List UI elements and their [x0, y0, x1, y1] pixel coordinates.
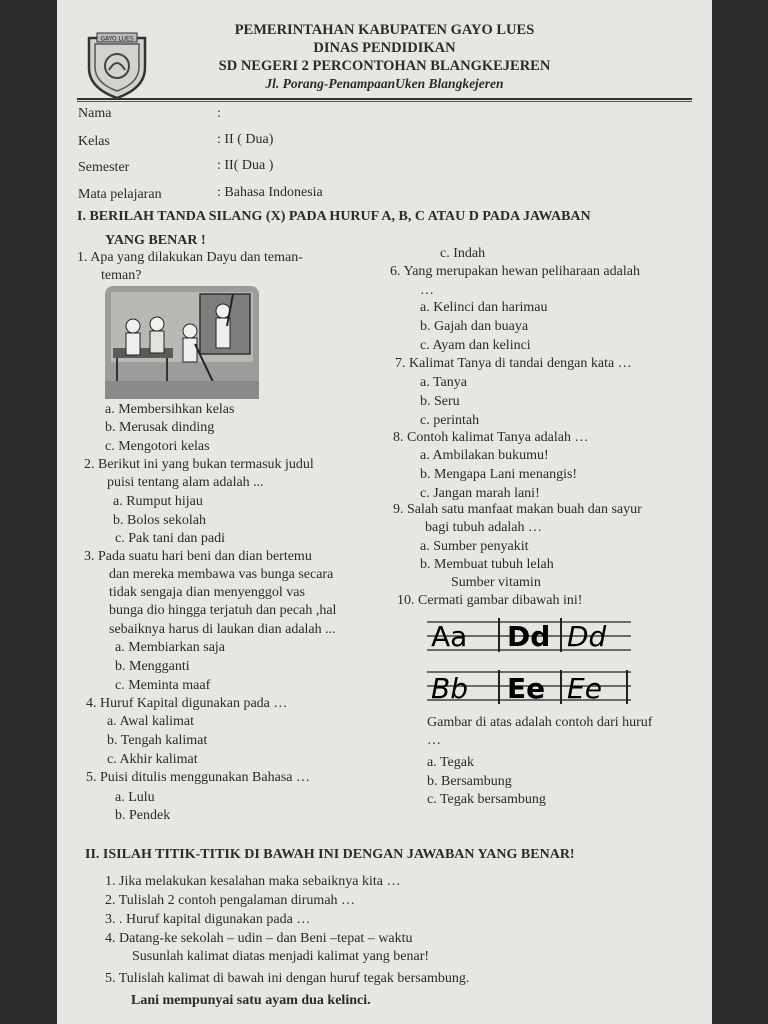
svg-text:GAYO LUES: GAYO LUES — [100, 35, 134, 43]
essay-question-1: 1. Jika melakukan kesalahan maka sebaiknya kita … — [105, 874, 401, 889]
classroom-illustration — [105, 286, 259, 399]
header-government: PEMERINTAHAN KABUPATEN GAYO LUES — [234, 22, 535, 38]
identity-value-name: : — [217, 106, 221, 121]
question-5: 5. Puisi ditulis menggunakan Bahasa … — [86, 770, 310, 785]
essay-question-4-cont: Susunlah kalimat diatas menjadi kalimat yang benar! — [132, 949, 430, 964]
q9-option-b: b. Membuat tubuh lelah — [420, 557, 554, 572]
question-9: 9. Salah satu manfaat makan buah dan sayur — [393, 502, 642, 517]
question-6-cont: … — [420, 283, 434, 298]
essay-question-5: 5. Tulislah kalimat di bawah ini dengan huruf tegak bersambung. — [105, 971, 470, 986]
identity-value-class: : II ( Dua) — [217, 132, 274, 147]
q8-option-a: a. Ambilakan bukumu! — [420, 448, 549, 463]
letter-aa: Aa — [431, 620, 468, 653]
q8-option-c: c. Jangan marah lani! — [420, 486, 540, 501]
question-9-cont: bagi tubuh adalah … — [425, 520, 543, 535]
question-3-line4: bunga dio hingga terjatuh dan pecah ,hal — [109, 603, 337, 618]
q4-option-c: c. Akhir kalimat — [107, 752, 198, 767]
letter-ee-upright: Ee — [507, 672, 546, 705]
letter-dd-cursive: Dd — [567, 620, 607, 653]
q5-option-b: b. Pendek — [115, 808, 171, 823]
q9-option-a: a. Sumber penyakit — [420, 539, 529, 554]
question-3-line3: tidak sengaja dian menyenggol vas — [109, 585, 305, 600]
question-10-prompt-cont: … — [427, 733, 441, 748]
question-8: 8. Contoh kalimat Tanya adalah … — [393, 430, 589, 445]
q6-option-b: b. Gajah dan buaya — [420, 319, 529, 334]
handwriting-letters-figure — [427, 612, 631, 712]
question-7: 7. Kalimat Tanya di tandai dengan kata … — [395, 356, 632, 371]
q5-option-c: c. Indah — [440, 246, 486, 261]
q3-option-b: b. Mengganti — [115, 659, 190, 674]
q7-option-c: c. perintah — [420, 413, 480, 428]
q2-option-a: a. Rumput hijau — [113, 494, 203, 509]
q3-option-c: c. Meminta maaf — [115, 678, 211, 693]
header-divider-thin — [77, 101, 692, 102]
question-3-line2: dan mereka membawa vas bunga secara — [109, 567, 334, 582]
identity-label-name: Nama — [78, 106, 112, 121]
question-1-cont: teman? — [101, 268, 142, 283]
question-2: 2. Berikut ini yang bukan termasuk judul — [84, 457, 314, 472]
q10-option-a: a. Tegak — [427, 755, 474, 770]
question-2-cont: puisi tentang alam adalah ... — [107, 475, 264, 490]
question-10: 10. Cermati gambar dibawah ini! — [397, 593, 583, 608]
q1-option-a: a. Membersihkan kelas — [105, 402, 235, 417]
q8-option-b: b. Mengapa Lani menangis! — [420, 467, 578, 482]
question-3-line5: sebaiknya harus di laukan dian adalah ... — [109, 622, 336, 637]
q10-option-c: c. Tegak bersambung — [427, 792, 546, 807]
header-school: SD NEGERI 2 PERCONTOHAN BLANGKEJEREN — [218, 58, 551, 74]
question-3: 3. Pada suatu hari beni dan dian bertemu — [84, 549, 312, 564]
q6-option-c: c. Ayam dan kelinci — [420, 338, 531, 353]
q4-option-a: a. Awal kalimat — [107, 714, 194, 729]
identity-label-semester: Semester — [78, 160, 130, 175]
q10-option-b: b. Bersambung — [427, 774, 512, 789]
question-1: 1. Apa yang dilakukan Dayu dan teman- — [77, 250, 303, 265]
q5-option-a: a. Lulu — [115, 790, 155, 805]
question-10-prompt: Gambar di atas adalah contoh dari huruf — [427, 715, 653, 730]
identity-value-subject: : Bahasa Indonesia — [217, 185, 323, 200]
header-department: DINAS PENDIDIKAN — [313, 40, 456, 56]
q2-option-c: c. Pak tani dan padi — [115, 531, 226, 546]
section1-title: I. BERILAH TANDA SILANG (X) PADA HURUF A, B, C ATAU D PADA JAWABAN — [77, 209, 591, 224]
q1-option-c: c. Mengotori kelas — [105, 439, 210, 454]
section1-title-cont: YANG BENAR ! — [105, 233, 206, 248]
essay-question-3: 3. . Huruf kapital digunakan pada … — [105, 912, 311, 927]
essay-question-4: 4. Datang-ke sekolah – udin – dan Beni –tepat – waktu — [105, 931, 413, 946]
q3-option-a: a. Membiarkan saja — [115, 640, 226, 655]
q4-option-b: b. Tengah kalimat — [107, 733, 208, 748]
q9-option-c: Sumber vitamin — [451, 575, 541, 590]
q1-option-b: b. Merusak dinding — [105, 420, 215, 435]
essay-question-5-sentence: Lani mempunyai satu ayam dua kelinci. — [131, 993, 371, 1008]
header-address: Jl. Porang-PenampaanUken Blangkejeren — [265, 76, 504, 91]
essay-question-2: 2. Tulislah 2 contoh pengalaman dirumah … — [105, 893, 356, 908]
identity-label-subject: Mata pelajaran — [78, 187, 162, 202]
identity-label-class: Kelas — [78, 134, 110, 149]
section2-title: II. ISILAH TITIK-TITIK DI BAWAH INI DENGAN JAWABAN YANG BENAR! — [85, 847, 575, 862]
question-4: 4. Huruf Kapital digunakan pada … — [86, 696, 288, 711]
q2-option-b: b. Bolos sekolah — [113, 513, 206, 528]
header-divider — [77, 98, 692, 100]
identity-value-semester: : II( Dua ) — [217, 158, 274, 173]
question-6: 6. Yang merupakan hewan peliharaan adalah — [390, 264, 640, 279]
letter-bb: Bb — [431, 672, 468, 705]
worksheet-paper — [57, 0, 712, 1024]
letter-dd-upright: Dd — [507, 620, 551, 653]
letter-ee-cursive: Ee — [567, 672, 602, 705]
q7-option-b: b. Seru — [420, 394, 460, 409]
q6-option-a: a. Kelinci dan harimau — [420, 300, 548, 315]
q7-option-a: a. Tanya — [420, 375, 467, 390]
